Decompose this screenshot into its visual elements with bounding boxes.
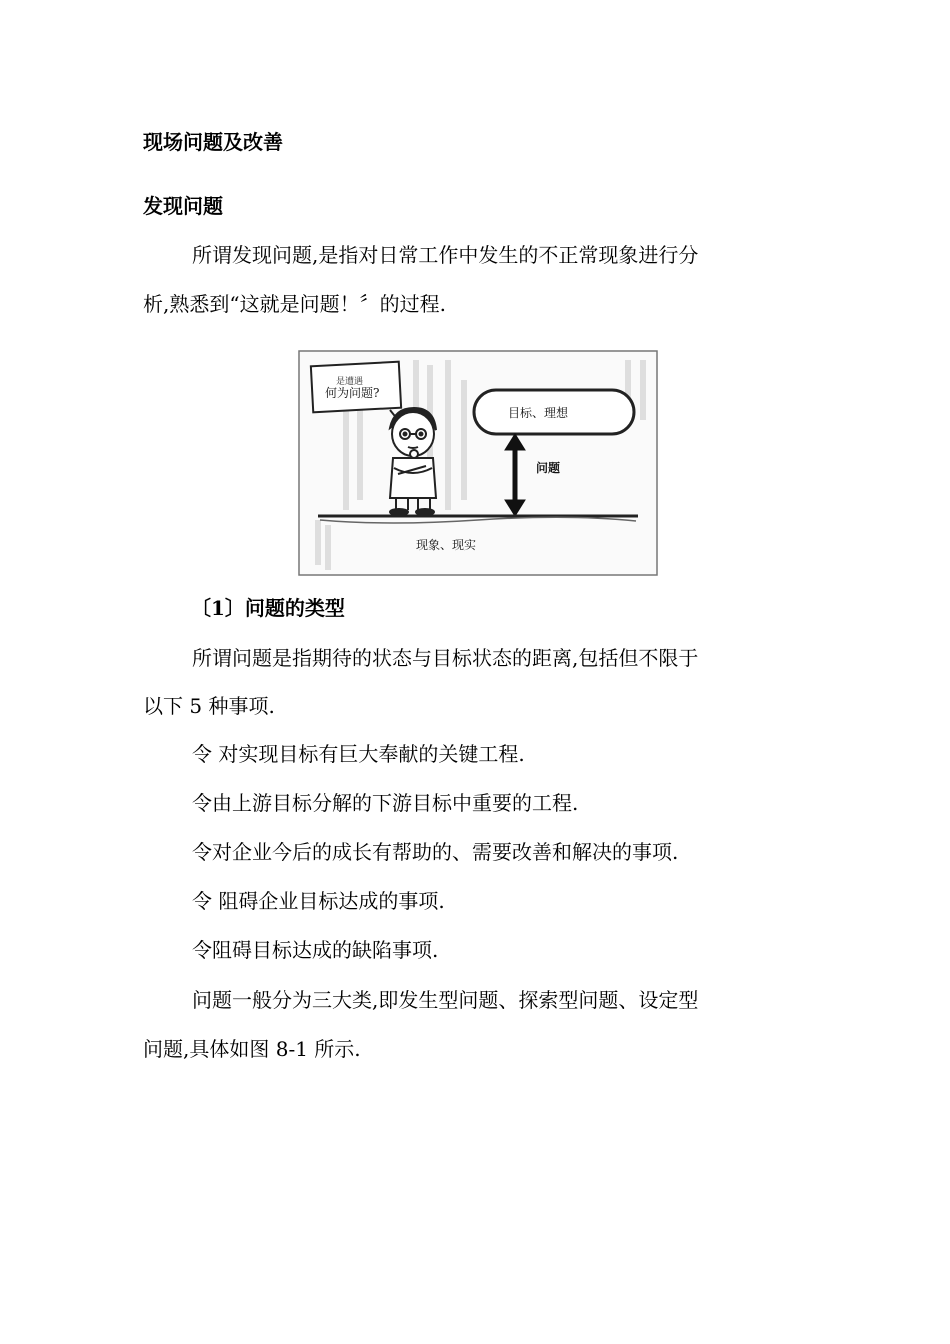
goal-label: 目标、理想 [508, 406, 569, 420]
section-heading-types: 〔1〕问题的类型 [191, 596, 345, 620]
paragraph-line: 所谓发现问题,是指对日常工作中发生的不正常现象进行分 [192, 243, 699, 267]
page-title: 现场问题及改善 [143, 130, 283, 154]
section-heading-discover: 发现问题 [143, 194, 223, 218]
speech-sign-top-text: 是遭遇 [336, 377, 364, 387]
list-item: 令由上游目标分解的下游目标中重要的工程. [192, 791, 579, 815]
gap-label: 问题 [536, 461, 561, 475]
paragraph-line: 所谓问题是指期待的状态与目标状态的距离,包括但不限于 [192, 646, 699, 670]
list-item: 令阻碍目标达成的缺陷事项. [192, 938, 439, 962]
list-item: 令 对实现目标有巨大奉献的关键工程. [192, 742, 525, 766]
paragraph-line: 以下 5 种事项. [143, 694, 275, 718]
problem-illustration [298, 350, 658, 576]
paragraph-line: 问题,具体如图 8-1 所示. [143, 1037, 361, 1061]
paragraph-line: 问题一般分为三大类,即发生型问题、探索型问题、设定型 [192, 988, 699, 1012]
thinking-person-icon [390, 408, 436, 515]
speech-sign-text: 何为问题? [325, 386, 380, 400]
list-item: 令对企业今后的成长有帮助的、需要改善和解决的事项. [192, 840, 679, 864]
list-item: 令 阻碍企业目标达成的事项. [192, 889, 445, 913]
ground-label: 现象、现实 [416, 538, 477, 552]
paragraph-line: 析,熟悉到“这就是问题！〞的过程. [143, 292, 446, 316]
